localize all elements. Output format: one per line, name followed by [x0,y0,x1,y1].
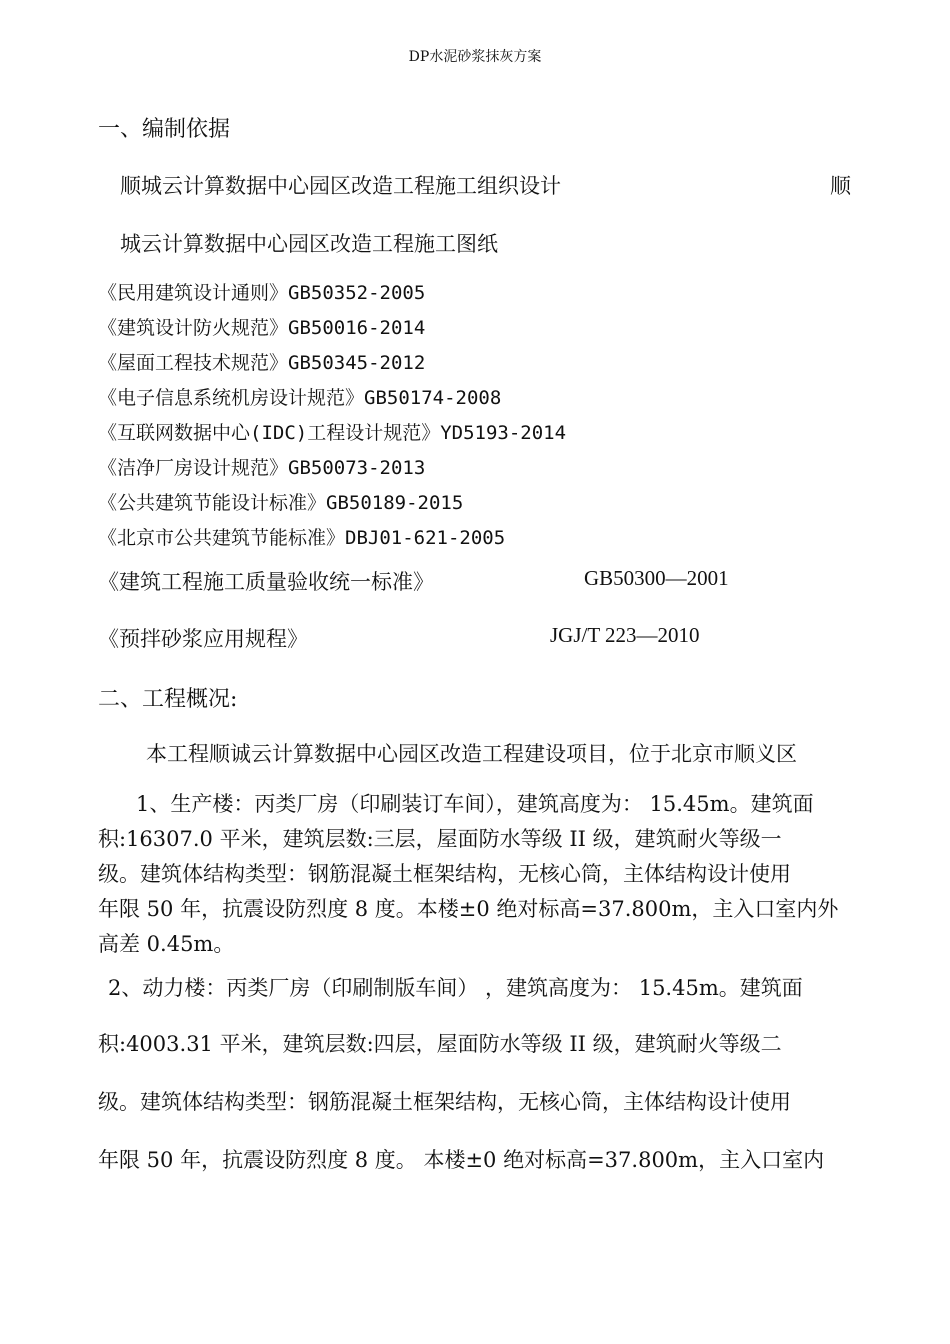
building-1-line: 1、生产楼：丙类厂房（印刷装订车间），建筑高度为： 15.45m。建筑面 [136,792,814,816]
building-2-line: 年限 50 年，抗震设防烈度 8 度。 本楼±0 绝对标高=37.800m，主入口室内 [98,1148,825,1172]
section-heading-basis: 一、编制依据 [98,117,231,142]
building-2-line: 积:4003.31 平米，建筑层数:四层，屋面防水等级 II 级，建筑耐火等级二 [98,1032,782,1056]
standard-code: GB50300—2001 [584,566,729,590]
page-header: DP水泥砂浆抹灰方案 [408,49,542,65]
standard-title: 《预拌砂浆应用规程》 [98,627,308,651]
standard-item: 《屋面工程技术规范》GB50345-2012 [98,352,426,374]
standard-code: JGJ/T 223—2010 [550,623,700,647]
building-2-line: 2、动力楼：丙类厂房（印刷制版车间） ，建筑高度为： 15.45m。建筑面 [108,976,803,1000]
standard-item: 《公共建筑节能设计标准》GB50189-2015 [98,492,464,514]
basis-line-tail: 顺 [830,174,851,198]
standard-title: 《建筑工程施工质量验收统一标准》 [98,570,434,594]
building-2-line: 级。建筑体结构类型：钢筋混凝土框架结构，无核心筒，主体结构设计使用 [98,1090,791,1114]
overview-intro: 本工程顺诚云计算数据中心园区改造工程建设项目，位于北京市顺义区 [146,742,797,766]
standard-item: 《互联网数据中心(IDC)工程设计规范》YD5193-2014 [98,422,567,444]
standard-item: 《洁净厂房设计规范》GB50073-2013 [98,457,426,479]
standard-item: 《北京市公共建筑节能标准》DBJ01-621-2005 [98,527,506,549]
standard-item: 《民用建筑设计通则》GB50352-2005 [98,282,426,304]
building-1-line: 级。建筑体结构类型：钢筋混凝土框架结构，无核心筒，主体结构设计使用 [98,862,791,886]
building-1-line: 高差 0.45m。 [98,932,235,956]
section-heading-overview: 二、工程概况: [98,687,238,712]
basis-line: 顺城云计算数据中心园区改造工程施工组织设计 [120,174,561,198]
standard-item: 《电子信息系统机房设计规范》GB50174-2008 [98,387,502,409]
building-1-line: 积:16307.0 平米，建筑层数:三层，屋面防水等级 II 级，建筑耐火等级一 [98,827,782,851]
building-1-line: 年限 50 年，抗震设防烈度 8 度。本楼±0 绝对标高=37.800m，主入口室内外 [98,897,839,921]
basis-line: 城云计算数据中心园区改造工程施工图纸 [120,232,498,256]
standard-item: 《建筑设计防火规范》GB50016-2014 [98,317,426,339]
